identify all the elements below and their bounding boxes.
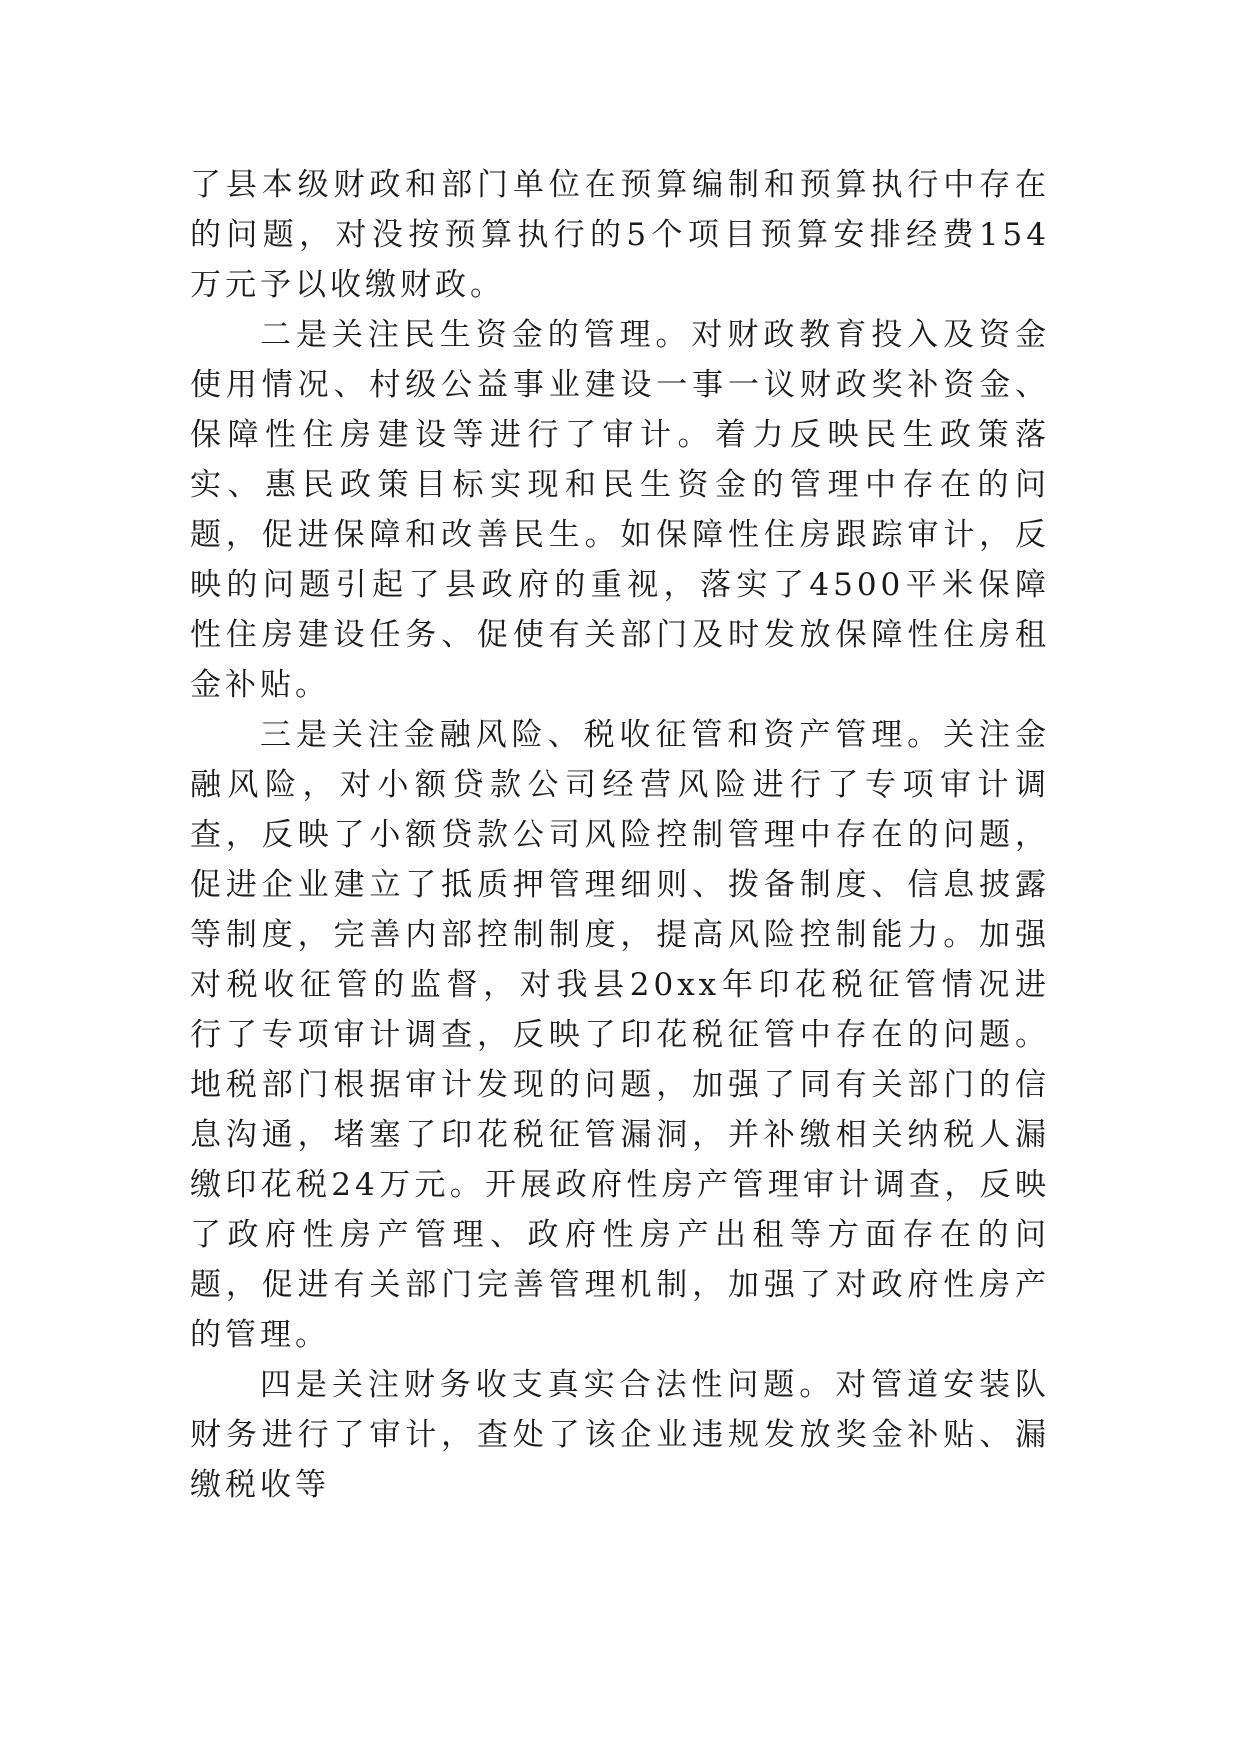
paragraph-financial-risk: 三是关注金融风险、税收征管和资产管理。关注金融风险，对小额贷款公司经营风险进行了专项审计调查，反映了小额贷款公司风险控制管理中存在的问题，促进企业建立了抵质押管理细则、拨备制度、信息披露等制度，完善内部控制制度，提高风险控制能力。加强对税收征管的监督，对我县20xx年印花税征管情况进行了专项审计调查，反映了印花税征管中存在的问题。地税部门根据审计发现的问题，加强了同有关部门的信息沟通，堵塞了印花税征管漏洞，并补缴相关纳税人漏缴印花税24万元。开展政府性房产管理审计调查，反映了政府性房产管理、政府性房产出租等方面存在的问题，促进有关部门完善管理机制，加强了对政府性房产的管理。	[190, 717, 1050, 1353]
paragraph-financial-compliance: 四是关注财务收支真实合法性问题。对管道安装队财务进行了审计，查处了该企业违规发放奖金补贴、漏缴税收等	[190, 1367, 1050, 1503]
document-body	[190, 160, 1050, 1510]
paragraph-budget-continuation: 了县本级财政和部门单位在预算编制和预算执行中存在的问题，对没按预算执行的5个项目预算安排经费154万元予以收缴财政。	[190, 167, 1050, 303]
paragraph-livelihood-funds: 二是关注民生资金的管理。对财政教育投入及资金使用情况、村级公益事业建设一事一议财政奖补资金、保障性住房建设等进行了审计。着力反映民生政策落实、惠民政策目标实现和民生资金的管理中存在的问题，促进保障和改善民生。如保障性住房跟踪审计，反映的问题引起了县政府的重视，落实了4500平米保障性住房建设任务、促使有关部门及时发放保障性住房租金补贴。	[190, 317, 1050, 703]
